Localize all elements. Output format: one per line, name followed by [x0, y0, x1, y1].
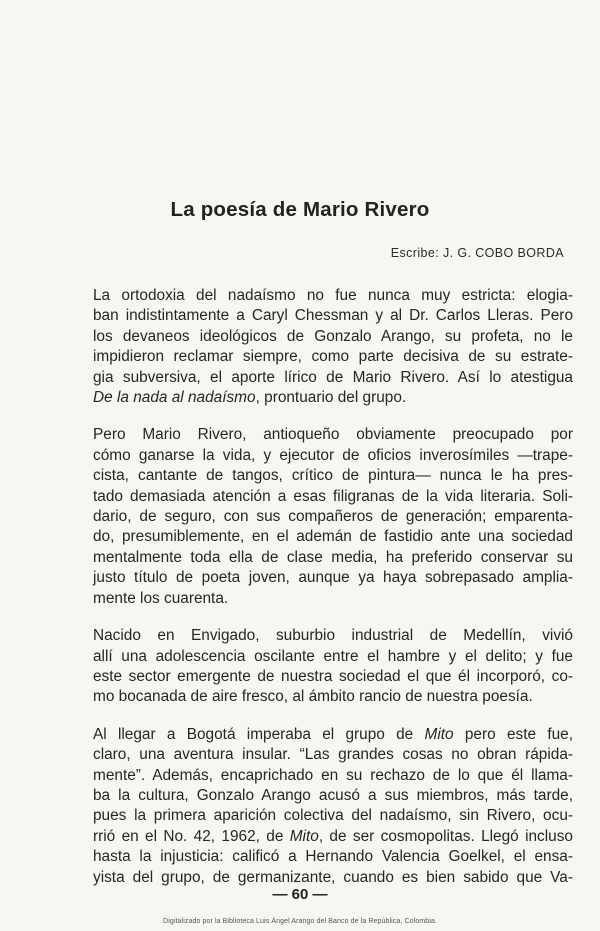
text-line: los devaneos ideológicos de Gonzalo Arango, su profeta, no le	[93, 327, 573, 345]
article-body	[53, 286, 573, 905]
text-line: ba la cultura, Gonzalo Arango acusó a sus miembros, más tarde,	[93, 786, 573, 804]
paragraph	[53, 725, 573, 888]
text-line: yista del grupo, de germanizante, cuando es bien sabido que Va-	[93, 868, 573, 886]
text-line: tado demasiada atención a esas filigranas de la vida literaria. Soli-	[93, 487, 573, 505]
paragraph	[53, 626, 573, 708]
text-line: De la nada al nadaísmo, prontuario del grupo.	[93, 389, 407, 407]
text-line: justo título de poeta joven, aunque ya haya sobrepasado amplia-	[93, 569, 573, 587]
article-title: La poesía de Mario Rivero	[170, 198, 430, 221]
text-line: mo bocanada de aire fresco, al ámbito rancio de nuestra poesía.	[93, 688, 533, 706]
text-line: La ortodoxia del nadaísmo no fue nunca muy estricta: elogia-	[93, 287, 573, 304]
text-line: ban indistintamente a Caryl Chessman y al Dr. Carlos Lleras. Pero	[93, 307, 573, 325]
text-line: do, presumiblemente, en el ademán de fastidio ante una sociedad	[93, 528, 573, 546]
text-line: cómo ganarse la vida, y ejecutor de oficios inverosímiles —trape-	[93, 446, 573, 464]
text-line: cista, cantante de tangos, crítico de pintura— nunca le ha pres-	[93, 467, 573, 485]
text-line: claro, una aventura insular. “Las grandes cosas no obran rápida-	[93, 746, 573, 764]
text-line: dario, de seguro, con sus compañeros de generación; emparenta-	[93, 508, 573, 526]
text-line: impidieron reclamar siempre, como parte decisiva de su estrate-	[93, 348, 573, 366]
text-line: allí una adolescencia oscilante entre el hambre y el delito; y fue	[93, 647, 573, 665]
paragraph	[53, 286, 573, 408]
text-line: Nacido en Envigado, suburbio industrial de Medellín, vivió	[93, 627, 573, 645]
text-line: Al llegar a Bogotá imperaba el grupo de Mito pero este fue,	[93, 725, 573, 743]
text-line: este sector emergente de nuestra sociedad el que él incorporó, co-	[93, 667, 573, 685]
text-line: Pero Mario Rivero, antioqueño obviamente preocupado por	[93, 426, 573, 444]
digitization-footer: Digitalizado por la Biblioteca Luis Ángel Arango del Banco de la República, Colombia.	[163, 918, 437, 925]
page-number: — 60 —	[272, 886, 328, 903]
paragraph	[53, 425, 573, 609]
text-line: mente los cuarenta.	[93, 589, 229, 607]
text-line: rrió en el No. 42, 1962, de Mito, de ser cosmopolitas. Llegó incluso	[93, 827, 573, 845]
text-line: mente”. Además, encaprichado en su rechazo de lo que él llama-	[93, 766, 573, 784]
byline: Escribe: J. G. COBO BORDA	[390, 246, 564, 260]
text-line: mentalmente toda ella de clase media, ha preferido conservar su	[93, 548, 573, 566]
text-line: gia subversiva, el aporte lírico de Mario Rivero. Así lo atestigua	[93, 368, 573, 386]
text-line: pues la primera aparición colectiva del nadaísmo, sin Rivero, ocu-	[93, 807, 573, 825]
show-through-text	[40, 0, 580, 108]
text-line: hasta la injusticia: calificó a Hernando Valencia Goelkel, el ensa-	[93, 848, 573, 866]
